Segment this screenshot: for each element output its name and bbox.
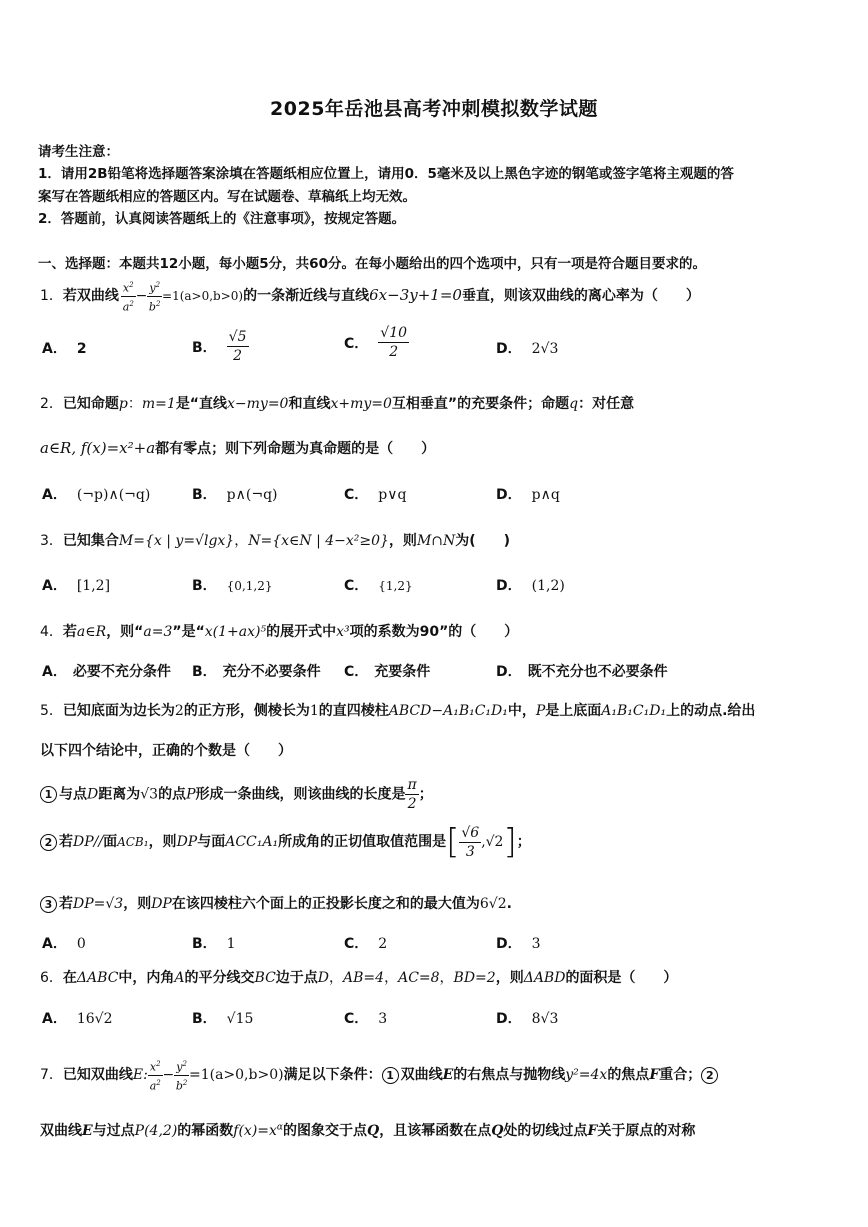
q1-option-a[interactable]: A． 2	[42, 341, 87, 357]
circled-1-icon: 1	[40, 786, 57, 803]
question-7-line-2: 双曲线E与过点P(4,2)的幂函数$f(x)=x^\alpha$的图象交于点Q，且该幂函数在点Q处的切线过点F关于原点的对称	[40, 1122, 696, 1139]
circled-2-icon: 2	[701, 1067, 718, 1084]
q3-option-c[interactable]: C． {1,2}	[344, 578, 413, 594]
q4-option-b[interactable]: B． 充分不必要条件	[192, 664, 321, 680]
question-6: 6．在ΔABC中，内角A的平分线交BC边于点D，AB=4，AC=8，BD=2，则ΔABD的面积是（ ）	[40, 970, 678, 986]
notice-item-1-line-1: 1．请用2B铅笔将选择题答案涂填在答题纸相应位置上，请用0．5毫米及以上黑色字迹的钢笔或签字笔将主观题的答	[38, 166, 734, 182]
question-2-line-2: a∈R, f(x)=x²+a都有零点；则下列命题为真命题的是（ ）	[40, 439, 436, 457]
notice-item-1-line-2: 案写在答题纸相应的答题区内。写在试题卷、草稿纸上均无效。	[38, 189, 416, 205]
q2-option-c[interactable]: C． p∨q	[344, 487, 407, 503]
q2-option-b[interactable]: B． p∧(¬q)	[192, 487, 278, 503]
question-4: 4．若a∈R，则“a=3”是“x(1+ax)⁵的展开式中x³项的系数为90”的（ ）	[40, 624, 519, 640]
q2-option-a[interactable]: A． (¬p)∧(¬q)	[42, 487, 151, 503]
q5-option-a[interactable]: A． 0	[42, 936, 86, 952]
question-1: 1．若双曲线 $\frac{x^2}{a^2}$ − $\frac{y^2}{b^2}$ =1(a>0,b>0)的一条渐近线与直线6x−3y+1=0垂直，则该双曲线的离心率为（ ）	[40, 278, 700, 314]
q5-statement-2: 2 若DP//面ACB₁，则DP与面ACC₁A₁所成角的正切值取值范围是[ $\frac{√6}{3}$ ,√2]；	[40, 822, 531, 862]
circled-3-icon: 3	[40, 896, 57, 913]
notice-heading: 请考生注意：	[38, 144, 119, 160]
section-heading: 一、选择题：本题共12小题，每小题5分，共60分。在每小题给出的四个选项中，只有一项是符合题目要求的。	[38, 256, 706, 272]
question-3: 3．已知集合M={x | y=√lgx}，N={x∈N | 4−x²≥0}，则M∩N为( )	[40, 533, 511, 549]
q6-option-d[interactable]: D． 8√3	[496, 1011, 559, 1027]
q5-option-d[interactable]: D． 3	[496, 936, 541, 952]
notice-item-2: 2．答题前，认真阅读答题纸上的《注意事项》，按规定答题。	[38, 211, 406, 227]
q4-option-a[interactable]: A． 必要不充分条件	[42, 664, 171, 680]
page-title: 2025年岳池县高考冲刺模拟数学试题	[270, 98, 598, 120]
q3-option-d[interactable]: D． (1,2)	[496, 578, 565, 594]
question-7: 7．已知双曲线E: $\frac{x^2}{a^2}$ − $\frac{y^2}{b^2}$ =1(a>0,b>0)满足以下条件： 1 双曲线E的右焦点与抛物线y²=4x的焦点F重合； 2	[40, 1057, 720, 1093]
circled-2-icon: 2	[40, 834, 57, 851]
question-5: 5．已知底面为边长为2的正方形，侧棱长为1的直四棱柱ABCD−A₁B₁C₁D₁中，P是上底面A₁B₁C₁D₁上的动点.给出	[40, 703, 756, 719]
q5-statement-3: 3 若DP=√3，则DP在该四棱柱六个面上的正投影长度之和的最大值为6√2.	[40, 893, 512, 913]
q1-option-b[interactable]: B． $\frac{√5}{2}$	[192, 329, 247, 364]
q5-statement-1: 1 与点D距离为√3的点P形成一条曲线，则该曲线的长度是 $\frac{\pi}{2}$ ；	[40, 776, 433, 813]
circled-1-icon: 1	[382, 1067, 399, 1084]
q2-option-d[interactable]: D． p∧q	[496, 487, 560, 503]
q4-option-c[interactable]: C． 充要条件	[344, 664, 431, 680]
q1-option-c[interactable]: C． $\frac{√10}{2}$	[344, 325, 408, 360]
q6-option-c[interactable]: C． 3	[344, 1011, 388, 1027]
question-5-line-2: 以下四个结论中，正确的个数是（ ）	[40, 743, 292, 759]
question-2: 2．已知命题p：m=1是“直线x−my=0和直线x+my=0互相垂直”的充要条件；命题q：对任意	[40, 396, 635, 412]
q6-option-b[interactable]: B． √15	[192, 1011, 254, 1027]
q3-option-a[interactable]: A． [1,2]	[42, 578, 111, 594]
q4-option-d[interactable]: D． 既不充分也不必要条件	[496, 664, 668, 680]
q1-option-d[interactable]: D． 2√3	[496, 341, 559, 357]
q5-option-b[interactable]: B． 1	[192, 936, 236, 952]
q5-option-c[interactable]: C． 2	[344, 936, 388, 952]
q6-option-a[interactable]: A． 16√2	[42, 1011, 113, 1027]
q3-option-b[interactable]: B． {0,1,2}	[192, 578, 273, 594]
